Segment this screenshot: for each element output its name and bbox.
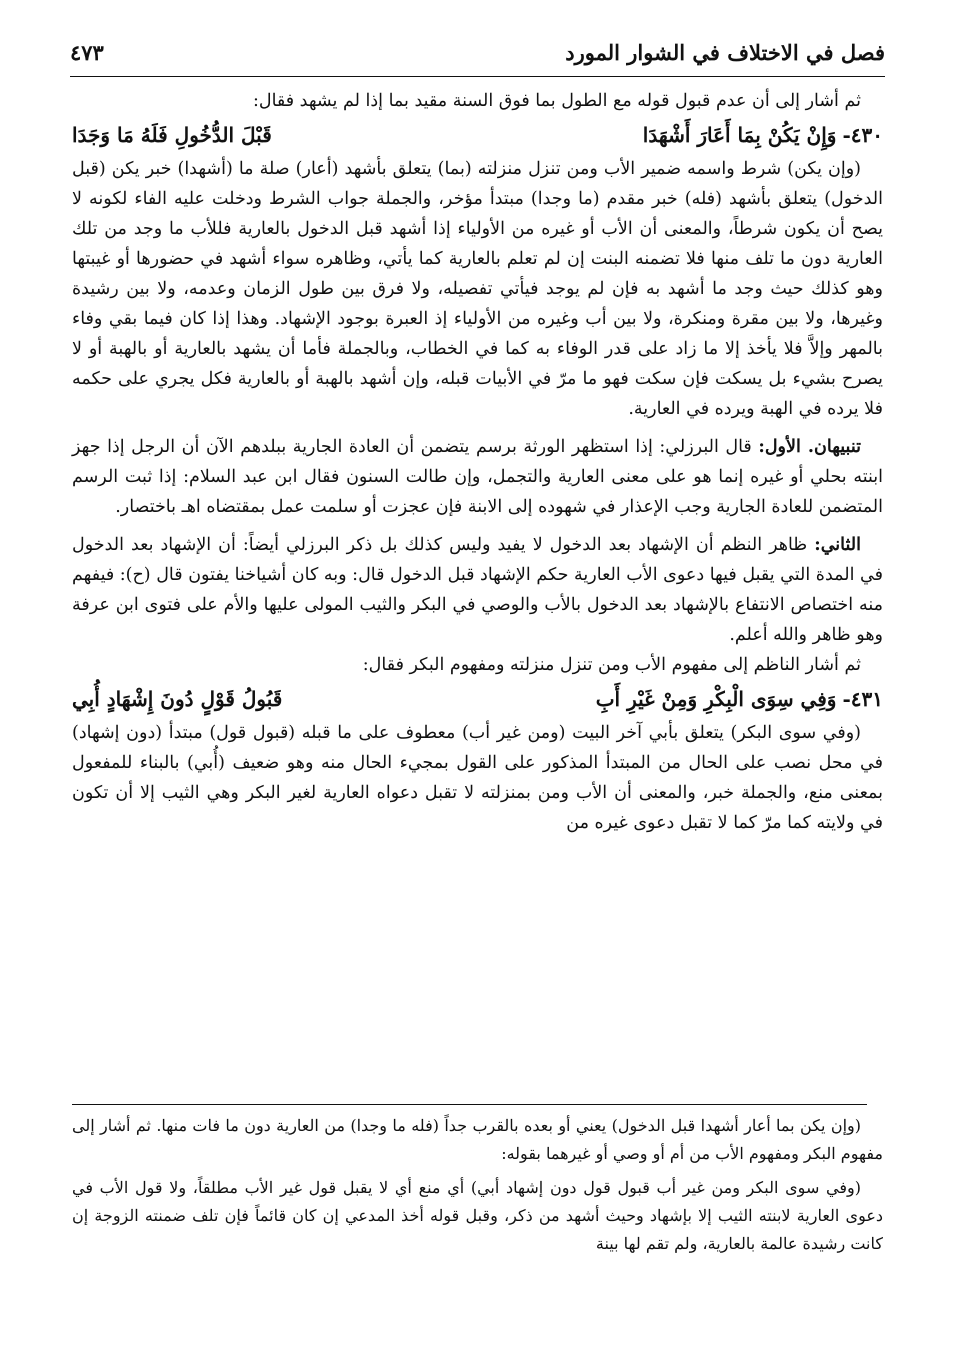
verse-431-number: ٤٣١- bbox=[842, 687, 883, 711]
footnotes bbox=[72, 1112, 883, 1264]
header-divider bbox=[70, 76, 885, 77]
verse-430-first-text: وَإِنْ يَكُنْ بِمَا أَعَارَ أَشْهَدَا bbox=[642, 123, 837, 147]
verse-431-first-text: وَفِي سِوَى الْبِكْرِ وَمِنْ غَيْرِ أَبِ bbox=[595, 687, 837, 711]
verse-430-number: ٤٣٠- bbox=[842, 123, 883, 147]
page-header bbox=[70, 34, 885, 74]
commentary-431: (وفي سوى البكر) يتعلق بأبي آخر البيت (ومن غير أب) معطوف على ما قبله (قبول قول) مبتدأ (دون إشهاد) في محل نصب على الحال من المبتدأ المذكور على القول بمجيء الحال منه وهو ضعيف (أُبي) بالبناء للمفعول بمعنى منع، والجملة خبر، والمعنى أن الأب ومن بمنزلته لا تقبل دعواه العارية لغير البكر وهي الثيب إلا أن تكون في ولايته كما مرّ كما لا تقبل دعوى غيره من bbox=[72, 723, 883, 833]
footnote-divider bbox=[72, 1104, 867, 1105]
tanbih-paragraph-2 bbox=[72, 530, 883, 650]
intro-paragraph-2: ثم أشار الناظم إلى مفهوم الأب ومن تنزل منزلته ومفهوم البكر فقال: bbox=[362, 655, 861, 675]
verse-430 bbox=[72, 118, 883, 152]
tanbih-heading: تنبيهان. الأول: bbox=[758, 437, 861, 457]
verse-430-first-hemistich bbox=[643, 118, 883, 152]
main-text bbox=[72, 86, 883, 838]
intro-paragraph-1: ثم أشار إلى أن عدم قبول قوله مع الطول بما فوق السنة مقيد بما إذا لم يشهد فقال: bbox=[252, 91, 861, 111]
verse-431-first-hemistich bbox=[596, 682, 883, 716]
tanbih-2-text: ظاهر النظم أن الإشهاد بعد الدخول لا يفيد وليس كذلك بل ذكر البرزلي أيضاً: أن الإشهاد بعد الدخول في المدة التي يقبل فيها دعوى الأب العارية حكم الإشهاد قبل الدخول قال: وبه كان أشياخنا يفتون قال (ح): فيفهم منه اختصاص الانتفاع بالإشهاد بعد الدخول بالأب والوصي في البكر والثيب المولى عليها والأم على فتوى ابن عرفة وهو ظاهر والله أعلم. bbox=[72, 535, 883, 645]
tanbih-1-text: قال البرزلي: إذا استظهر الورثة برسم يتضمن أن العادة الجارية ببلدهم الآن أن الرجل إذا جهز ابنته بحلي أو غيره إنما هو على معنى العارية والتجمل، وإن طالت السنون فقال ابن عبد السلام: إذا ثبت الرسم المتضمن للعادة الجارية وجب الإعذار في شهوده إلى الابنة فإن عجزت أو سلمت عمل بمقتضاه اهـ باختصار. bbox=[72, 437, 883, 517]
tanbih-paragraph-1 bbox=[72, 432, 883, 522]
footnote-1: (وإن يكن بما أعار أشهدا قبل الدخول) يعني أو بعده بالقرب جداً (فله ما وجدا) من العارية دون ما فات منها. ثم أشار إلى مفهوم البكر ومفهوم الأب من أم أو وصي أو غيرهما بقوله: bbox=[72, 1116, 883, 1163]
page-number: ٤٧٣ bbox=[70, 40, 104, 65]
chapter-title: فصل في الاختلاف في الشوار المورد bbox=[565, 40, 885, 65]
tanbih-2-heading: الثاني: bbox=[814, 535, 861, 555]
verse-431 bbox=[72, 682, 883, 716]
verse-431-second-hemistich: قَبُولُ قَوْلٍ دُونَ إِشْهَادٍ أُبِي bbox=[72, 687, 283, 711]
commentary-430: (وإن يكن) شرط واسمه ضمير الأب ومن تنزل منزلته (بما) يتعلق بأشهد (أعار) صلة ما (أشهدا) خبر يكن (قبل الدخول) يتعلق بأشهد (فله) خبر مقدم (ما وجدا) مبتدأ مؤخر، والجملة جواب الشرط ودخلت عليه الفاء لكونه لا يصح أن يكون شرطاً، والمعنى أن الأب أو غيره من الأولياء إذا أشهد قبل الدخول بالعارية فللأب ما وجد من تلك العارية دون ما تلف منها فلا تضمنه البنت إن لم تعلم بالعارية كما يأتي، وظاهره سواء أشهد في حضورها أو غيبتها وهو كذلك حيث وجد ما أشهد به فإن لم يوجد فيأتي تفصيله، ولا فرق بين طول الزمان وعدمه، ولا بين رشيدة وغيرها، ولا بين مقرة ومنكرة، ولا بين أب وغيره من الأولياء إذ العبرة بوجود الإشهاد. وهذا إذا كان فيما بقي وفاء بالمهر وإلاَّ فلا يأخذ إلا ما زاد على قدر الوفاء به كما في الخطاب، وبالجملة فأما أن يشهد بالعارية أو بالهبة أو لا يصرح بشيء بل يسكت فإن سكت فهو ما مرّ في الأبيات قبله، وإن أشهد بالهبة أو بالعارية فكل يجري على حكمه فلا يرده في الهبة ويرده في العارية. bbox=[72, 159, 883, 419]
verse-430-second-hemistich: قَبْلَ الدُّخُولِ فَلَهُ مَا وَجَدَا bbox=[72, 123, 272, 147]
footnote-2: (وفي سوى البكر ومن غير أب قبول قول دون إشهاد أبي) أي منع أي لا يقبل قول غير الأب مطلقاً، ولا قول الأب في دعوى العارية لابنته الثيب إلا بإشهاد وحيث أشهد من ذكر، وقبل قوله أخذ المدعي إن كان قائماً فإن تلف ضمنته الزوجة إن كانت رشيدة عالمة بالعارية، ولم تقم لها بينة bbox=[72, 1178, 884, 1253]
